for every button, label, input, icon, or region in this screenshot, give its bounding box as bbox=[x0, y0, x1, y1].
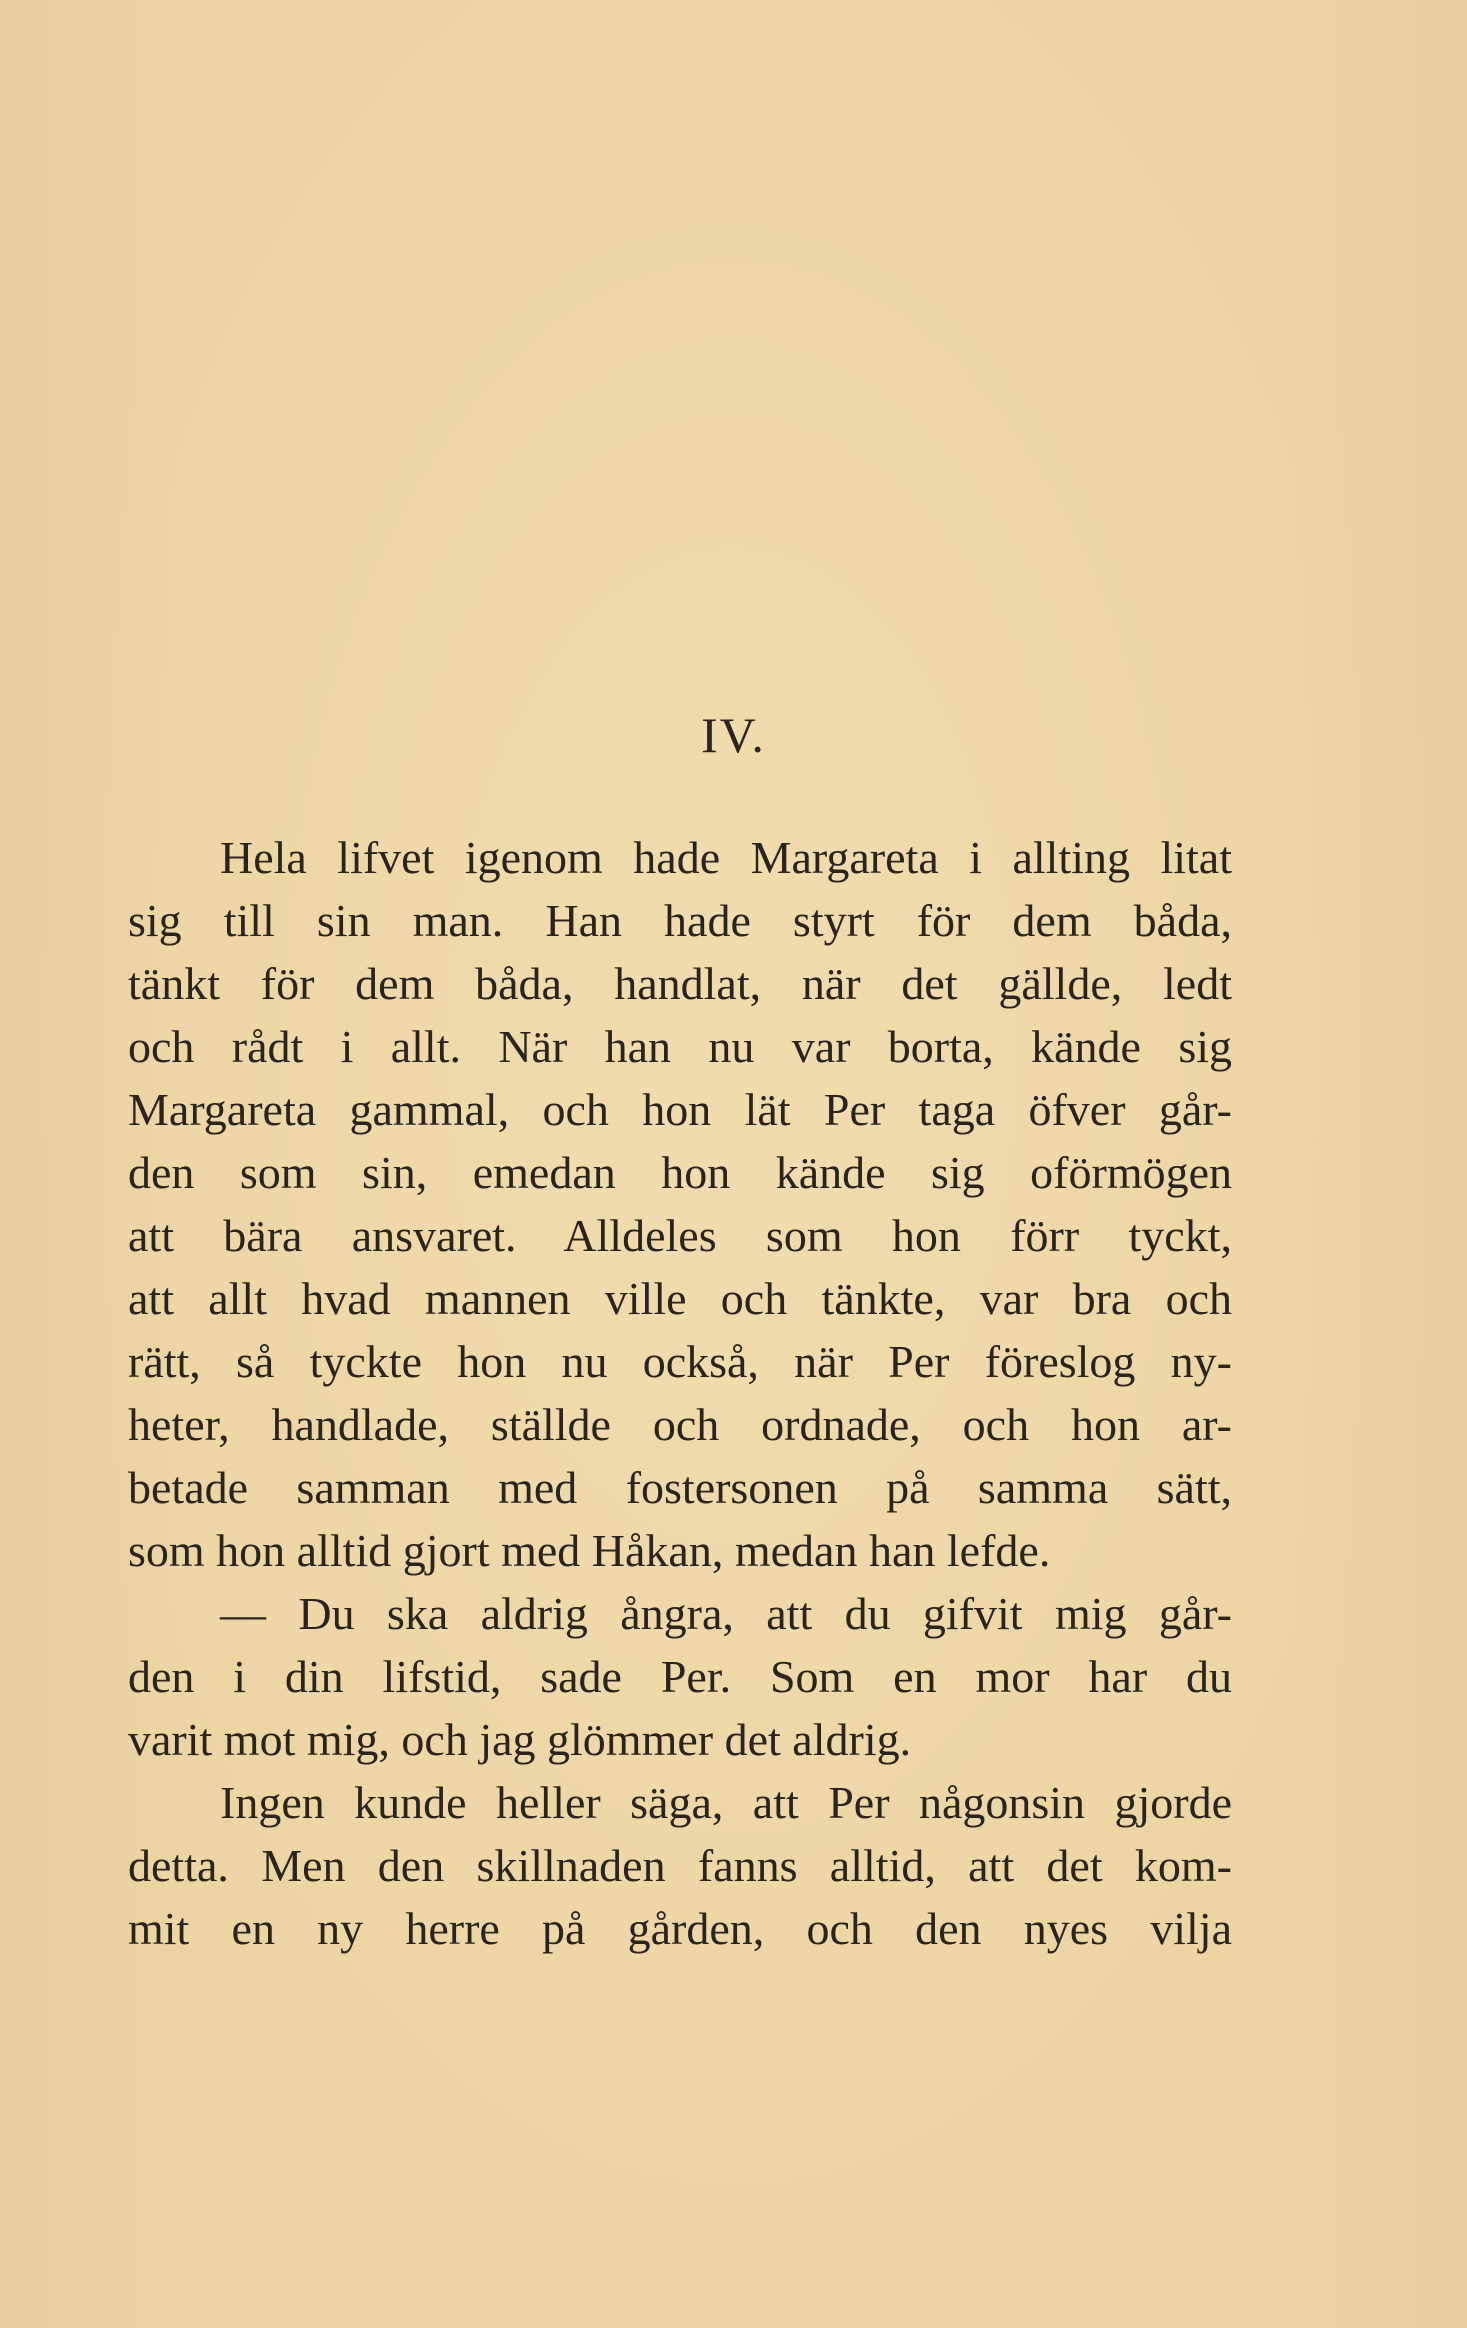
text-line: varit mot mig, och jag glömmer det aldrig. bbox=[128, 1714, 912, 1765]
text-line: rätt, så tyckte hon nu också, när Per föreslog ny- bbox=[128, 1336, 1232, 1387]
chapter-heading: IV. bbox=[701, 707, 766, 763]
text-line: mit en ny herre på gården, och den nyes vilja bbox=[128, 1903, 1232, 1954]
body-text bbox=[128, 826, 1232, 1960]
text-line: den i din lifstid, sade Per. Som en mor har du bbox=[128, 1651, 1232, 1702]
text-line: Margareta gammal, och hon lät Per taga öfver går- bbox=[128, 1084, 1232, 1135]
text-line: och rådt i allt. När han nu var borta, kände sig bbox=[128, 1021, 1232, 1072]
text-line: den som sin, emedan hon kände sig oförmögen bbox=[128, 1147, 1232, 1198]
text-line: sig till sin man. Han hade styrt för dem båda, bbox=[128, 895, 1232, 946]
text-line: Ingen kunde heller säga, att Per någonsin gjorde bbox=[220, 1777, 1232, 1828]
text-line: som hon alltid gjort med Håkan, medan han lefde. bbox=[128, 1525, 1051, 1576]
text-line: att allt hvad mannen ville och tänkte, var bra och bbox=[128, 1273, 1232, 1324]
text-line: att bära ansvaret. Alldeles som hon förr tyckt, bbox=[128, 1210, 1232, 1261]
text-line: detta. Men den skillnaden fanns alltid, att det kom- bbox=[128, 1840, 1232, 1891]
text-line: Hela lifvet igenom hade Margareta i allting litat bbox=[220, 832, 1232, 883]
text-line: tänkt för dem båda, handlat, när det gällde, ledt bbox=[128, 958, 1232, 1009]
text-line: — Du ska aldrig ångra, att du gifvit mig går- bbox=[220, 1588, 1232, 1639]
text-line: heter, handlade, ställde och ordnade, och hon ar- bbox=[128, 1399, 1232, 1450]
text-line: betade samman med fostersonen på samma sätt, bbox=[128, 1462, 1232, 1513]
